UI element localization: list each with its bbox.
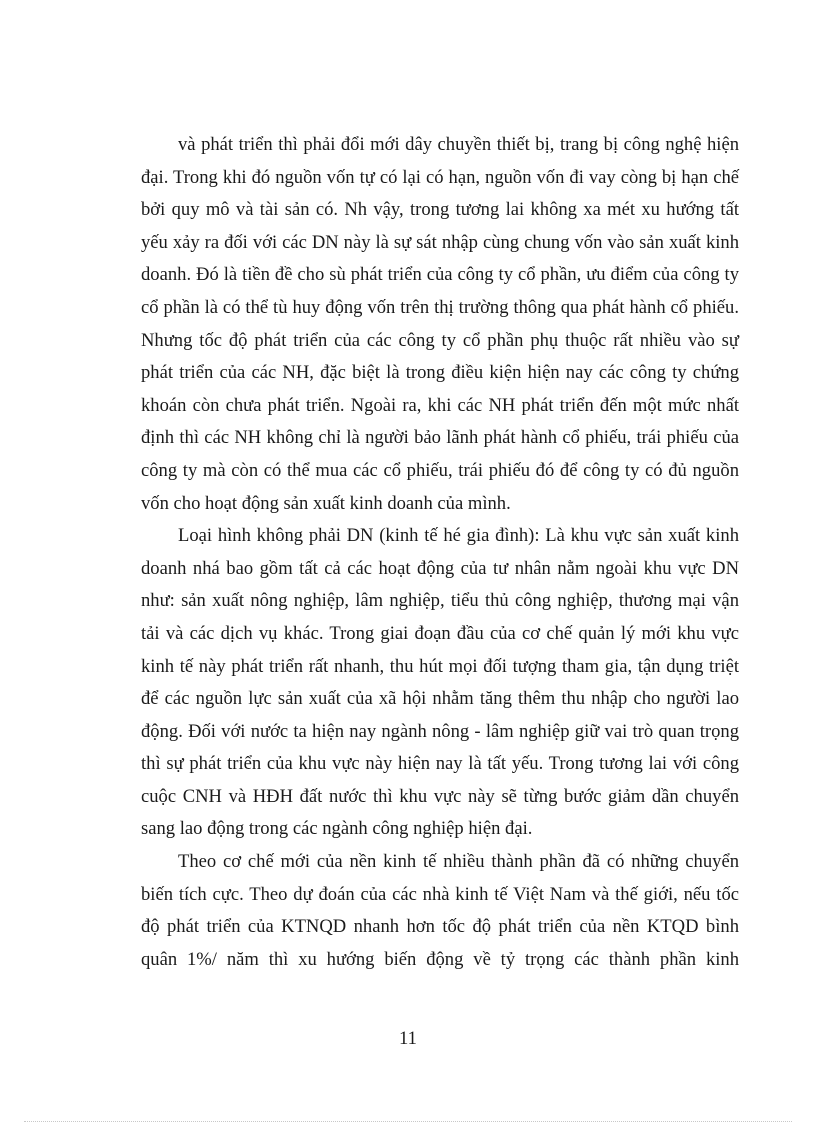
- footer-divider: [24, 1121, 792, 1122]
- paragraph-1: và phát triển thì phải đổi mới dây chuyền thiết bị, trang bị công nghệ hiện đại. Trong khi đó nguồn vốn tự có lại có hạn, nguồn vốn đi vay còng bị hạn chế bởi quy mô và tài sản có. Nh vậy, trong tương lai không xa mét xu hướng tất yếu xảy ra đối với các DN này là sự sát nhập cùng chung vốn vào sản xuất kinh doanh. Đó là tiền đề cho sù phát triển của công ty cổ phần, ưu điểm của công ty cổ phần là có thể tù huy động vốn trên thị trường thông qua phát hành cổ phiếu. Nhưng tốc độ phát triển của các công ty cổ phần phụ thuộc rất nhiều vào sự phát triển của các NH, đặc biệt là trong điều kiện hiện nay các công ty chứng khoán còn chưa phát triển. Ngoài ra, khi các NH phát triển đến một mức nhất định thì các NH không chỉ là người bảo lãnh phát hành cổ phiếu, trái phiếu của công ty mà còn có thể mua các cổ phiếu, trái phiếu đó để công ty có đủ nguồn vốn cho hoạt động sản xuất kinh doanh của mình.: [141, 134, 739, 514]
- page-number: 11: [399, 1028, 417, 1049]
- paragraph-2: Loại hình không phải DN (kinh tế hé gia đình): Là khu vực sản xuất kinh doanh nhá bao gồm tất cả các hoạt động của tư nhân nằm ngoài khu vực DN như: sản xuất nông nghiệp, lâm nghiệp, tiểu thủ công nghiệp, thương mại vận tải và các dịch vụ khác. Trong giai đoạn đầu của cơ chế quản lý mới khu vực kinh tế này phát triển rất nhanh, thu hút mọi đối tượng tham gia, tận dụng triệt để các nguồn lực sản xuất của xã hội nhằm tăng thêm thu nhập cho người lao động. Đối với nước ta hiện nay ngành nông - lâm nghiệp giữ vai trò quan trọng thì sự phát triển của khu vực này hiện nay là tất yếu. Trong tương lai với công cuộc CNH và HĐH đất nước thì khu vực này sẽ từng bước giảm dần chuyển sang lao động trong các ngành công nghiệp hiện đại.: [141, 525, 739, 840]
- body-text: [141, 129, 739, 976]
- paragraph-3: Theo cơ chế mới của nền kinh tế nhiều thành phần đã có những chuyển biến tích cực. Theo dự đoán của các nhà kinh tế Việt Nam và thế giới, nếu tốc độ phát triển của KTNQD nhanh hơn tốc độ phát triển của nền KTQD bình quân 1%/ năm thì xu hướng biến động về tỷ trọng các thành phần kinh: [141, 851, 739, 970]
